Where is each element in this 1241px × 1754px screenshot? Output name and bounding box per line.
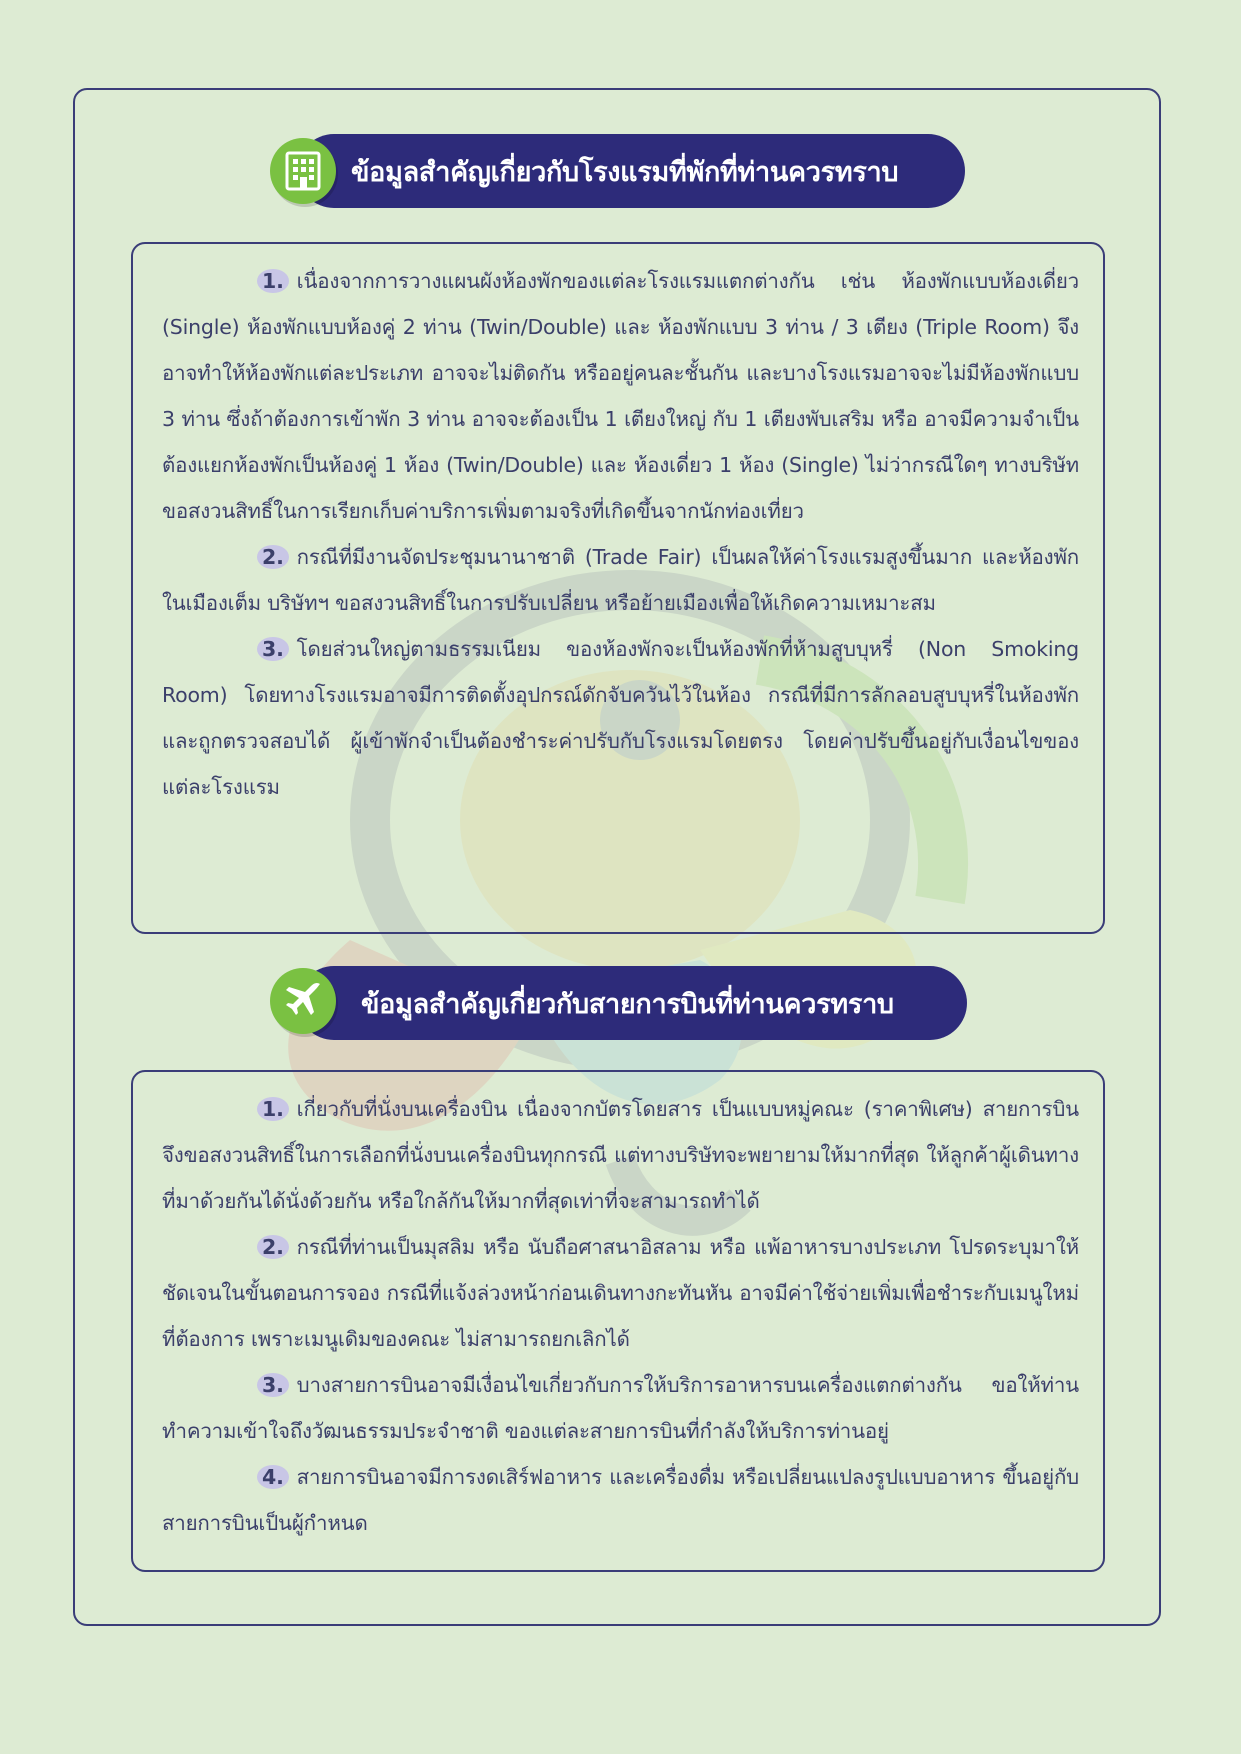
item-text: กรณีที่ท่านเป็นมุสลิม หรือ นับถือศาสนาอิสลาม หรือ แพ้อาหารบางประเภท โปรดระบุมาให้ชัดเจนในขั้นตอนการจอง กรณีที่แจ้งล่วงหน้าก่อนเดินทางกะทันหัน อาจมีค่าใช้จ่ายเพิ่มเพื่อชำระกับเมนูใหม่ที่ต้องการ เพราะเมนูเดิมของคณะ ไม่สามารถยกเลิกได้ [162,1235,1079,1351]
item-text: เนื่องจากการวางแผนผังห้องพักของแต่ละโรงแรมแตกต่างกัน เช่น ห้องพักแบบห้องเดี่ยว (Single) ห้องพักแบบห้องคู่ 2 ท่าน (Twin/Double) และ ห้องพักแบบ 3 ท่าน / 3 เตียง (Triple Room) จึงอาจทำให้ห้องพักแต่ละประเภท อาจจะไม่ติดกัน หรืออยู่คนละชั้นกัน และบางโรงแรมอาจจะไม่มีห้องพักแบบ 3 ท่าน ซึ่งถ้าต้องการเข้าพัก 3 ท่าน อาจจะต้องเป็น 1 เตียงใหญ่ กับ 1 เตียงพับเสริม หรือ อาจมีความจำเป็นต้องแยกห้องพักเป็นห้องคู่ 1 ห้อง (Twin/Double) และ ห้องเดี่ยว 1 ห้อง (Single) ไม่ว่ากรณีใดๆ ทางบริษัทขอสงวนสิทธิ์ในการเรียกเก็บค่าบริการเพิ่มตามจริงที่เกิดขึ้นจากนักท่องเที่ยว [162,269,1079,523]
item-number: 3. [162,626,289,672]
item-number: 1. [162,1086,289,1132]
item-text: เกี่ยวกับที่นั่งบนเครื่องบิน เนื่องจากบัตรโดยสาร เป็นแบบหมู่คณะ (ราคาพิเศษ) สายการบินจึงขอสงวนสิทธิ์ในการเลือกที่นั่งบนเครื่องบินทุกกรณี แต่ทางบริษัทจะพยายามให้มากที่สุด ให้ลูกค้าผู้เดินทางที่มาด้วยกันได้นั่งด้วยกัน หรือใกล้กันให้มากที่สุดเท่าที่จะสามารถทำได้ [162,1097,1079,1213]
item-number: 4. [162,1454,289,1500]
item-text: สายการบินอาจมีการงดเสิร์ฟอาหาร และเครื่องดื่ม หรือเปลี่ยนแปลงรูปแบบอาหาร ขึ้นอยู่กับสายการบินเป็นผู้กำหนด [162,1465,1079,1535]
hotel-info-box [131,242,1105,934]
hotel-section-header [297,134,965,208]
airline-section-header [297,966,967,1040]
airline-item-1 [162,1086,1079,1224]
item-number: 3. [162,1362,289,1408]
item-number: 2. [162,1224,289,1270]
hotel-item-3 [162,626,1079,810]
hotel-section-title: ข้อมูลสำคัญเกี่ยวกับโรงแรมที่พักที่ท่านควรทราบ [351,156,899,188]
airplane-icon [270,968,336,1034]
hotel-item-2 [162,534,1079,626]
airline-item-4 [162,1454,1079,1546]
airline-item-3 [162,1362,1079,1454]
item-text: โดยส่วนใหญ่ตามธรรมเนียม ของห้องพักจะเป็นห้องพักที่ห้ามสูบบุหรี่ (Non Smoking Room) โดยทางโรงแรมอาจมีการติดตั้งอุปกรณ์ดักจับควันไว้ในห้อง กรณีที่มีการลักลอบสูบบุหรี่ในห้องพัก และถูกตรวจสอบได้ ผู้เข้าพักจำเป็นต้องชำระค่าปรับกับโรงแรมโดยตรง โดยค่าปรับขึ้นอยู่กับเงื่อนไขของแต่ละโรงแรม [162,637,1079,799]
item-number: 1. [162,258,289,304]
airline-info-box [131,1070,1105,1572]
item-text: บางสายการบินอาจมีเงื่อนไขเกี่ยวกับการให้บริการอาหารบนเครื่องแตกต่างกัน ขอให้ท่านทำความเข้าใจถึงวัฒนธรรมประจำชาติ ของแต่ละสายการบินที่กำลังให้บริการท่านอยู่ [162,1373,1079,1443]
hotel-item-1 [162,258,1079,534]
airline-section-title: ข้อมูลสำคัญเกี่ยวกับสายการบินที่ท่านควรทราบ [361,988,894,1020]
airline-item-2 [162,1224,1079,1362]
building-icon [270,138,336,204]
item-number: 2. [162,534,289,580]
item-text: กรณีที่มีงานจัดประชุมนานาชาติ (Trade Fair) เป็นผลให้ค่าโรงแรมสูงขึ้นมาก และห้องพักในเมืองเต็ม บริษัทฯ ขอสงวนสิทธิ์ในการปรับเปลี่ยน หรือย้ายเมืองเพื่อให้เกิดความเหมาะสม [162,545,1079,615]
